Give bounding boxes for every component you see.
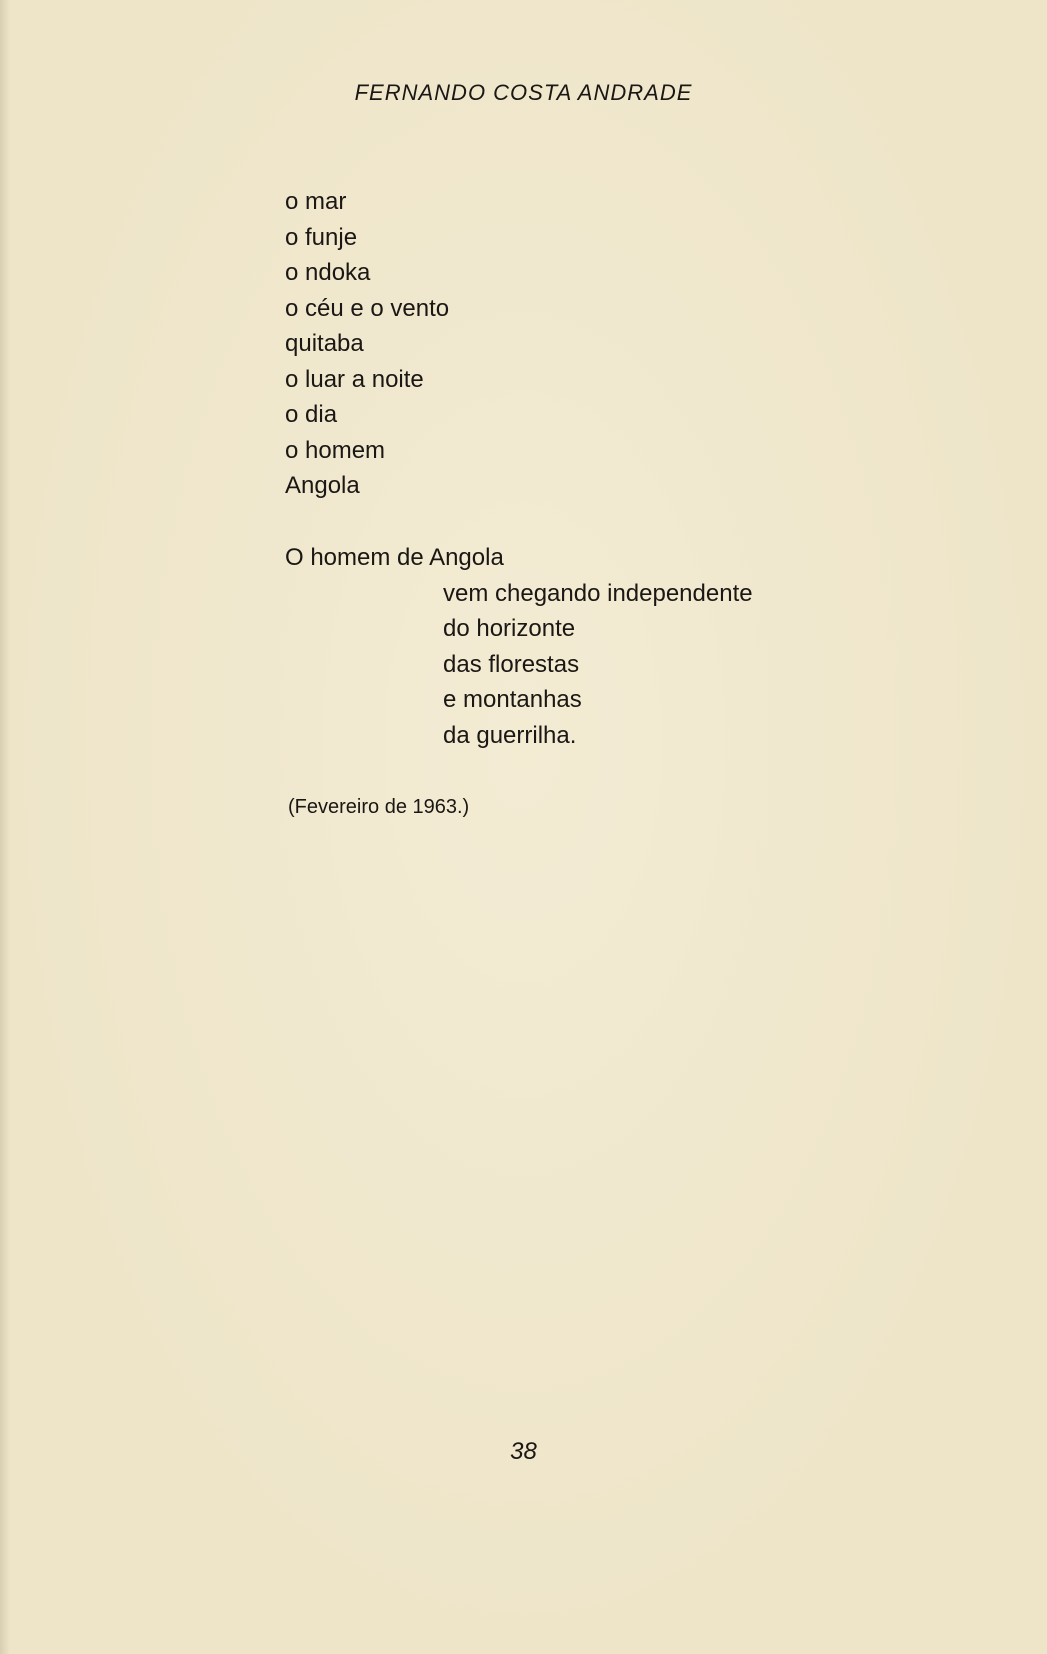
poem-line: vem chegando independente [443, 579, 753, 607]
page-number: 38 [510, 1438, 537, 1465]
poem-line: o céu e o vento [285, 294, 450, 322]
poem-line: o ndoka [285, 259, 371, 286]
poem-line: Angola [285, 472, 360, 499]
poem-line: das florestas [443, 650, 580, 678]
poem-line: da guerrilha. [443, 721, 577, 749]
poem-stanza-2 [285, 540, 753, 753]
poem-line: o funje [285, 223, 358, 251]
poem-date: (Fevereiro de 1963.) [288, 796, 470, 818]
poem-line: do horizonte [443, 615, 576, 642]
page-edge-shadow [0, 0, 10, 1654]
poem-line: o mar [285, 188, 347, 215]
poem-line: o homem [285, 436, 386, 464]
poem-line: o dia [285, 401, 338, 428]
poem-stanza-1 [285, 184, 449, 504]
poem-line: quitaba [285, 330, 364, 357]
poem-line: o luar a noite [285, 365, 424, 393]
poem-line: e montanhas [443, 686, 582, 713]
poem-line: O homem de Angola [285, 544, 504, 571]
running-head: FERNANDO COSTA ANDRADE [354, 80, 693, 105]
